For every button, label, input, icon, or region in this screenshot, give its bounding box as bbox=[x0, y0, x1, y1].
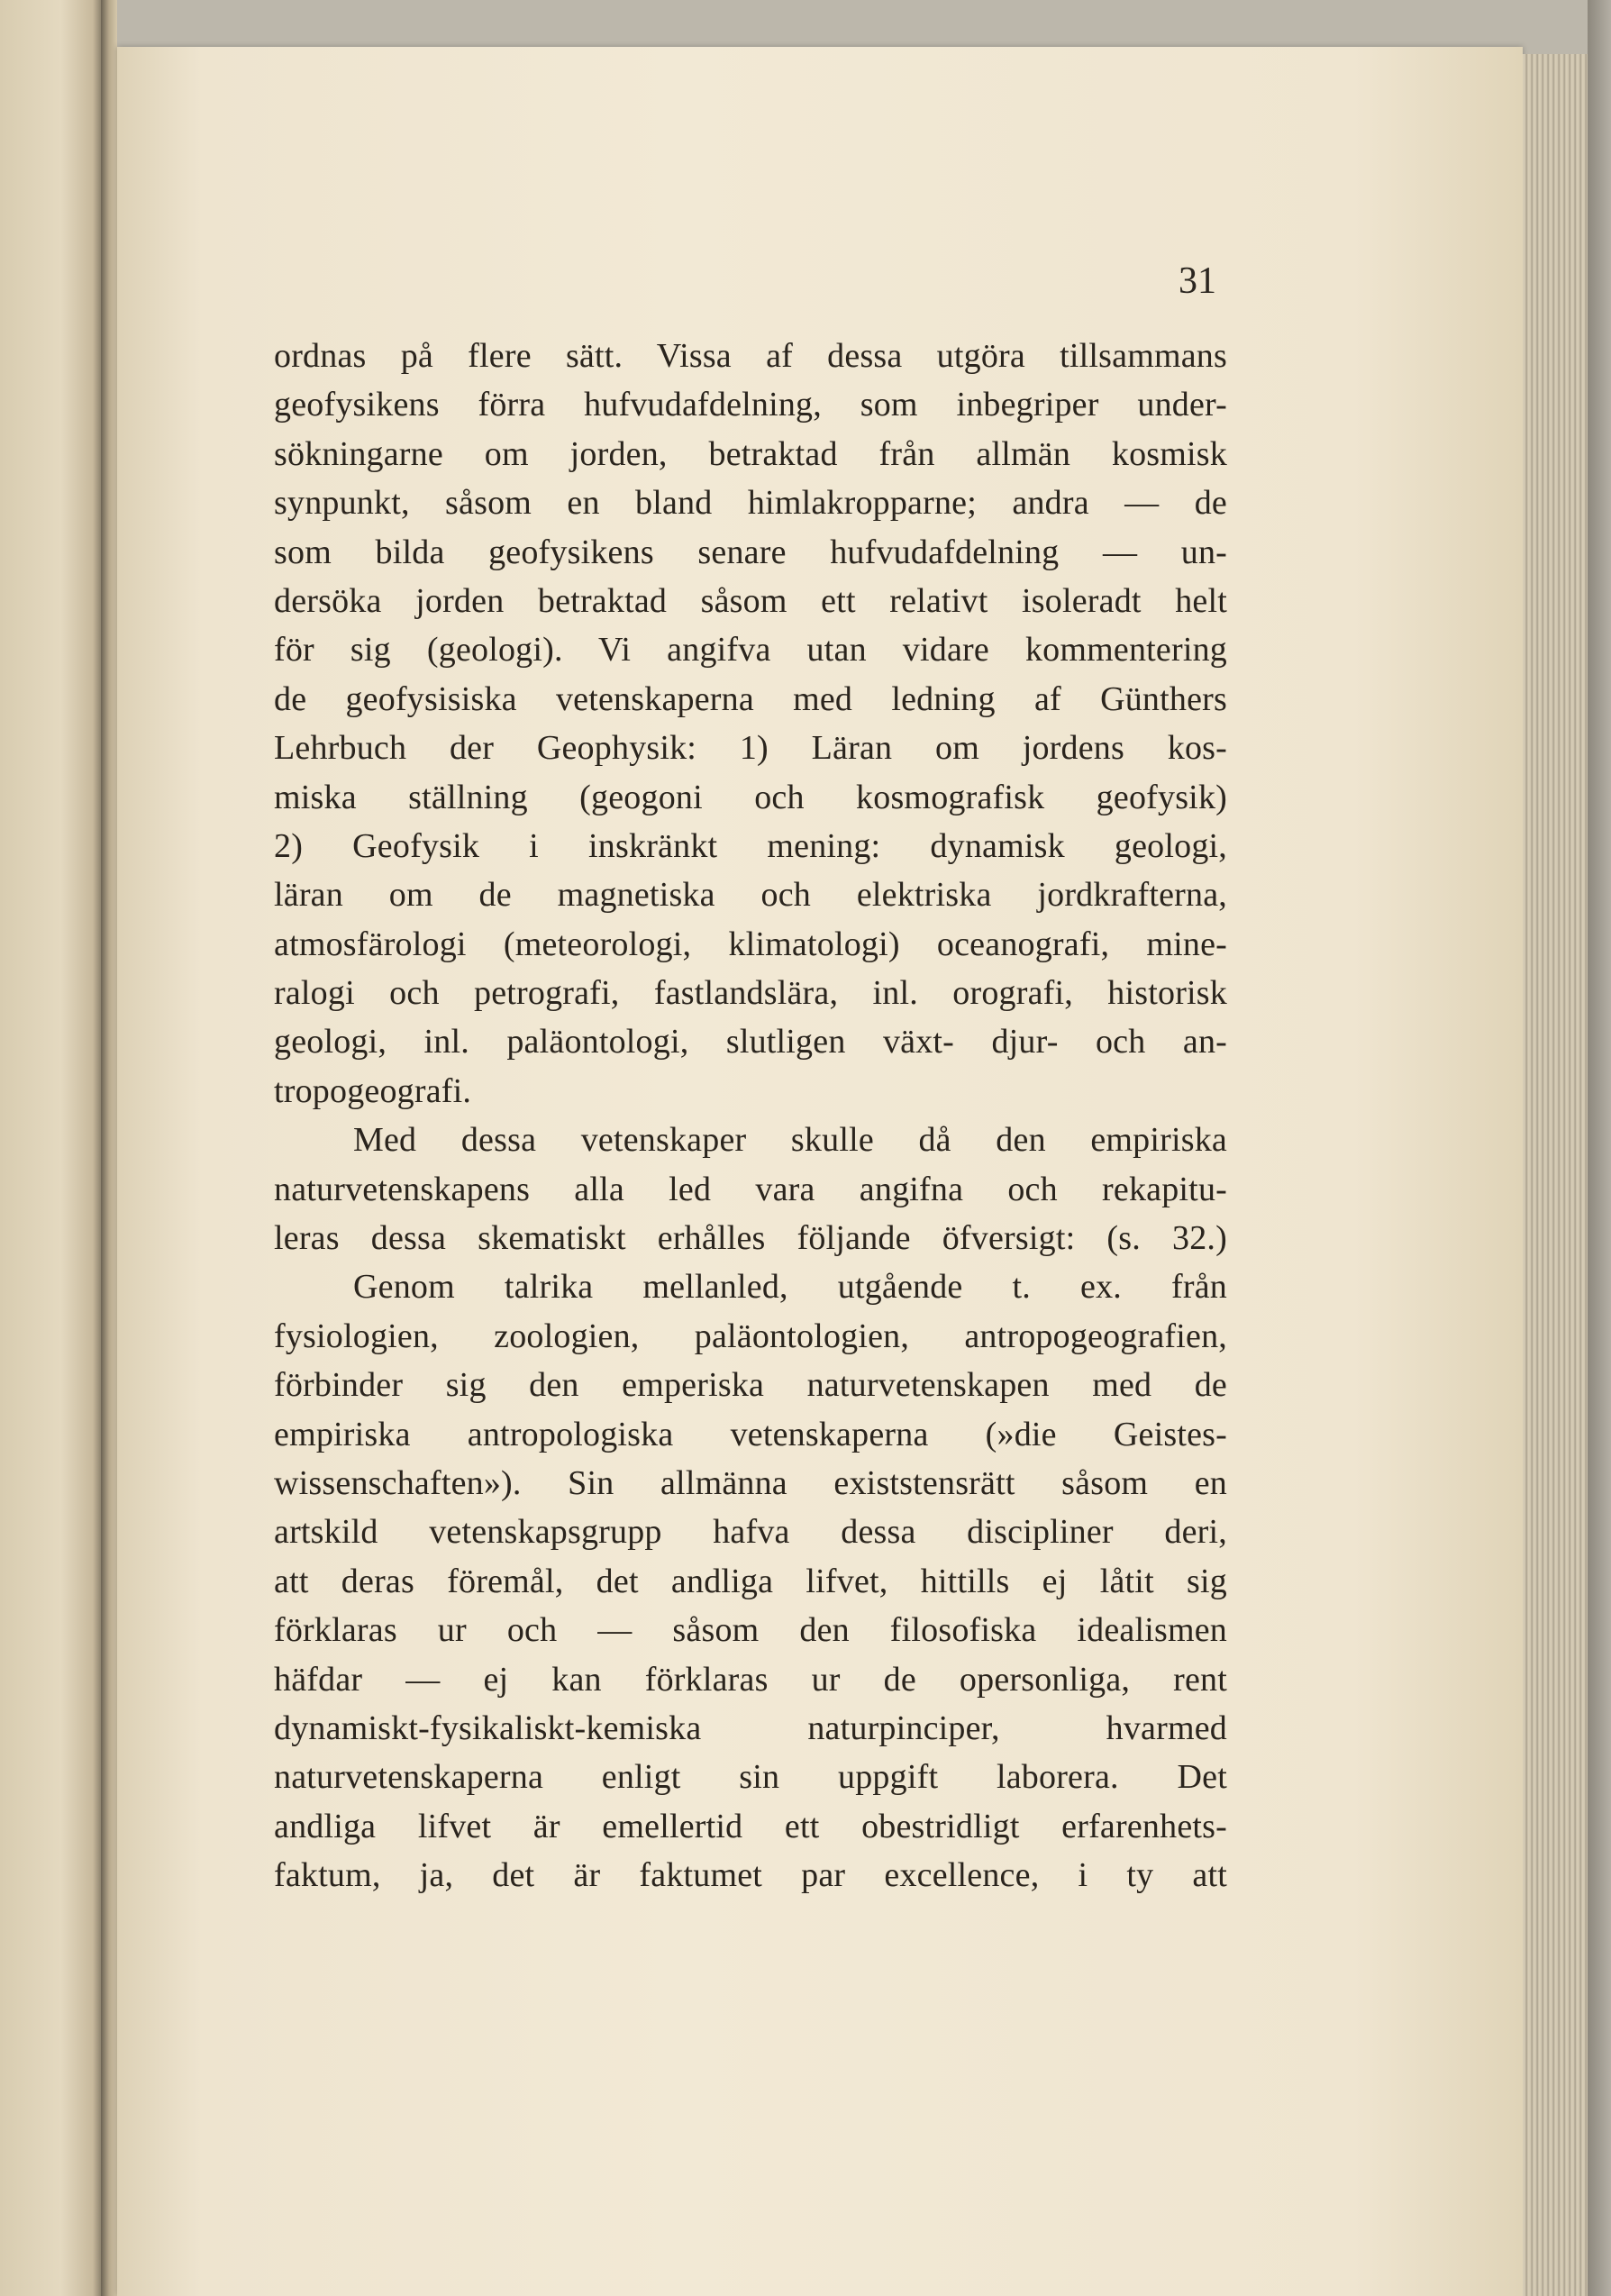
text-line: wissenschaften»). Sin allmänna existstensrätt såsom en bbox=[274, 1463, 1227, 1502]
text-line: geologi, inl. paläontologi, slutligen växt- djur- och an- bbox=[274, 1023, 1227, 1061]
left-page-margin bbox=[0, 0, 101, 2296]
text-line: 2) Geofysik i inskränkt mening: dynamisk geologi, bbox=[274, 826, 1227, 865]
book-gutter bbox=[101, 0, 117, 2296]
text-line: läran om de magnetiska och elektriska jordkrafterna, bbox=[274, 876, 1227, 915]
text-line: artskild vetenskapsgrupp hafva dessa discipliner deri, bbox=[274, 1513, 1227, 1552]
text-line: geofysikens förra hufvudafdelning, som inbegriper under- bbox=[274, 386, 1227, 424]
text-line: häfdar — ej kan förklaras ur de opersonliga, rent bbox=[274, 1660, 1227, 1699]
text-line: empiriska antropologiska vetenskaperna (»die Geistes- bbox=[274, 1415, 1227, 1453]
text-line: att deras föremål, det andliga lifvet, hittills ej låtit sig bbox=[274, 1562, 1227, 1600]
text-line: sökningarne om jorden, betraktad från allmän kosmisk bbox=[274, 434, 1227, 473]
page-stack-edge bbox=[1523, 54, 1588, 2296]
text-line: andliga lifvet är emellertid ett obestridligt erfarenhets- bbox=[274, 1807, 1227, 1845]
text-line: synpunkt, såsom en bland himlakropparne; andra — de bbox=[274, 484, 1227, 523]
text-line: för sig (geologi). Vi angifva utan vidare kommentering bbox=[274, 631, 1227, 670]
text-line: naturvetenskapens alla led vara angifna och rekapitu- bbox=[274, 1170, 1227, 1208]
text-line: leras dessa skematiskt erhålles följande öfversigt: (s. 32.) bbox=[274, 1219, 1227, 1258]
body-text bbox=[274, 332, 1227, 1900]
text-line: Genom talrika mellanled, utgående t. ex. från bbox=[353, 1268, 1227, 1307]
text-line: Lehrbuch der Geophysik: 1) Läran om jordens kos- bbox=[274, 729, 1227, 768]
text-line: dersöka jorden betraktad såsom ett relativt isoleradt helt bbox=[274, 581, 1227, 620]
text-line: naturvetenskaperna enligt sin uppgift laborera. Det bbox=[274, 1758, 1227, 1797]
text-line: atmosfärologi (meteorologi, klimatologi) oceanografi, mine- bbox=[274, 925, 1227, 963]
text-line: tropogeografi. bbox=[274, 1071, 472, 1110]
text-line: ordnas på flere sätt. Vissa af dessa utgöra tillsammans bbox=[274, 337, 1227, 375]
text-line: ralogi och petrografi, fastlandslära, inl. orografi, historisk bbox=[274, 974, 1227, 1013]
background-edge bbox=[1588, 0, 1611, 2296]
text-line: dynamiskt-fysikaliskt-kemiska naturpinciper, hvarmed bbox=[274, 1708, 1227, 1747]
text-line: Med dessa vetenskaper skulle då den empiriska bbox=[353, 1121, 1227, 1160]
text-line: som bilda geofysikens senare hufvudafdelning — un- bbox=[274, 533, 1227, 571]
text-line: förklaras ur och — såsom den filosofiska idealismen bbox=[274, 1611, 1227, 1650]
text-line: fysiologien, zoologien, paläontologien, antropogeografien, bbox=[274, 1317, 1227, 1355]
page-number: 31 bbox=[1179, 260, 1216, 302]
text-line: förbinder sig den emperiska naturvetenskapen med de bbox=[274, 1366, 1227, 1405]
text-line: miska ställning (geogoni och kosmografisk geofysik) bbox=[274, 778, 1227, 816]
text-line: de geofysisiska vetenskaperna med ledning af Günthers bbox=[274, 679, 1227, 718]
text-line: faktum, ja, det är faktumet par excellence, i ty att bbox=[274, 1856, 1227, 1895]
